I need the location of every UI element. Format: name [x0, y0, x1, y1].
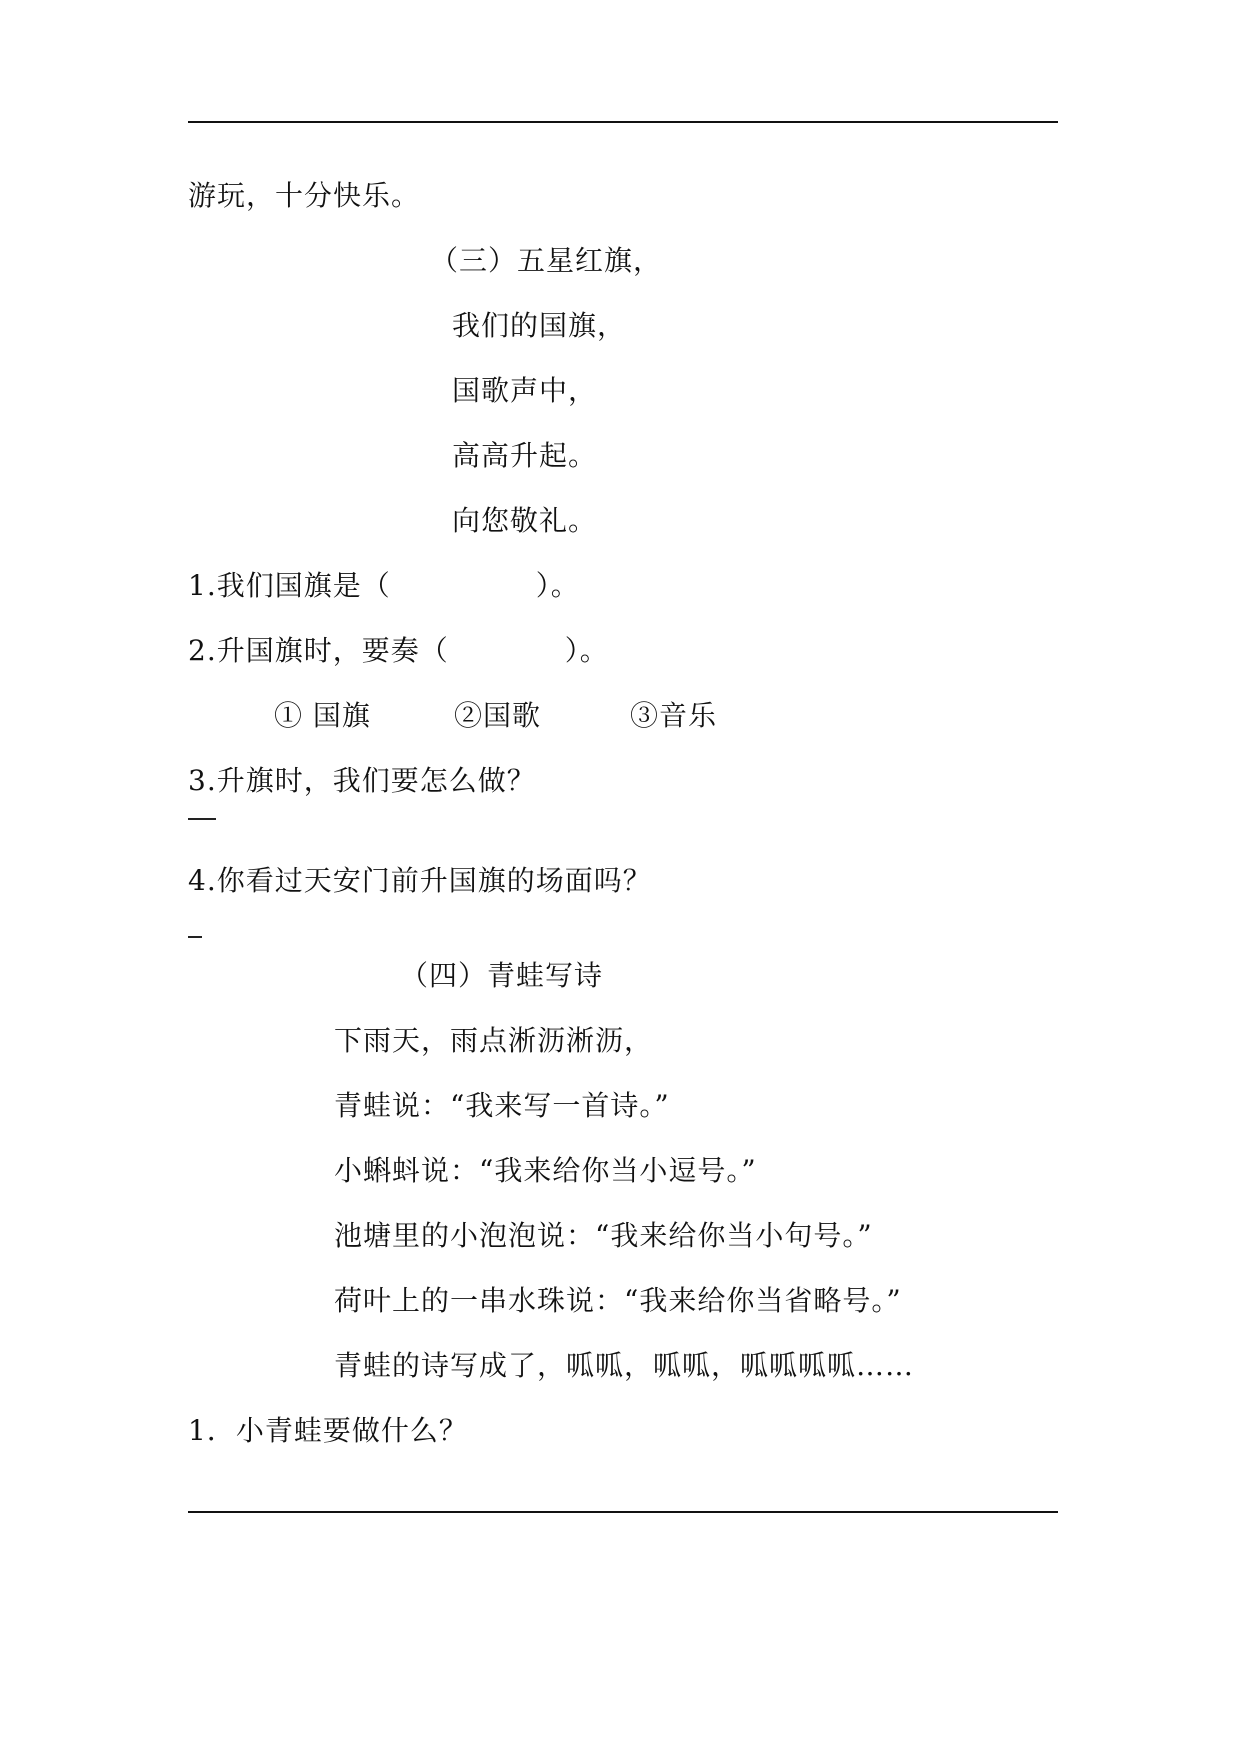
poem3-line: 国歌声中， [452, 374, 598, 407]
question-3: 3.升旗时，我们要怎么做？ [188, 764, 536, 797]
question-1: 1.我们国旗是（ ）。 [188, 569, 580, 602]
question-frog-1: 1．小青蛙要做什么？ [188, 1414, 468, 1447]
footer-rule [188, 1511, 1058, 1513]
poem4-line: 下雨天，雨点淅沥淅沥， [334, 1024, 654, 1057]
poem4-line: 青蛙的诗写成了，呱呱，呱呱，呱呱呱呱…… [334, 1349, 915, 1382]
question-2: 2.升国旗时，要奏（ ）。 [188, 634, 609, 667]
poem4-line: 青蛙说：“我来写一首诗。” [334, 1089, 670, 1122]
section4-title: （四）青蛙写诗 [400, 959, 604, 992]
poem4-line: 荷叶上的一串水珠说：“我来给你当省略号。” [334, 1284, 902, 1317]
option-2: ②国歌 [454, 699, 542, 732]
poem4-line: 池塘里的小泡泡说：“我来给你当小句号。” [334, 1219, 873, 1252]
answer-line [188, 818, 216, 820]
option-3: ③音乐 [630, 699, 718, 732]
section3-title: （三）五星红旗， [430, 244, 663, 277]
question-4: 4.你看过天安门前升国旗的场面吗？ [188, 864, 652, 897]
option-1: ① 国旗 [274, 699, 371, 732]
poem3-line: 高高升起。 [452, 439, 598, 472]
poem4-line: 小蝌蚪说：“我来给你当小逗号。” [334, 1154, 757, 1187]
answer-line [188, 936, 202, 938]
header-rule [188, 121, 1058, 123]
continuation-text: 游玩，十分快乐。 [188, 179, 421, 212]
poem3-line: 我们的国旗， [452, 309, 627, 342]
poem3-line: 向您敬礼。 [452, 504, 598, 537]
